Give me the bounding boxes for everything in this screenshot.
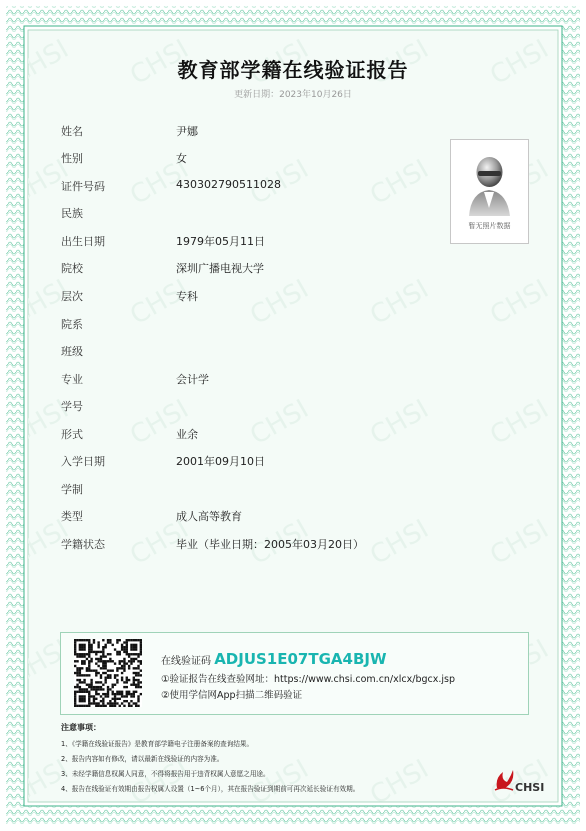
- field-value-gender: 女: [176, 152, 187, 165]
- field-value-study-form: 业余: [176, 428, 198, 441]
- verification-code-label: 在线验证码: [161, 656, 211, 667]
- photo-placeholder: [450, 139, 529, 244]
- field-value-type: 成人高等教育: [176, 510, 242, 523]
- field-label-id-number: 证件号码: [61, 180, 105, 193]
- field-value-birth-date: 1979年05月11日: [176, 235, 265, 248]
- field-label-department: 院系: [61, 318, 83, 331]
- field-label-enrollment-date: 入学日期: [61, 455, 105, 468]
- field-label-study-form: 形式: [61, 428, 83, 441]
- field-label-duration: 学制: [61, 483, 83, 496]
- field-label-student-number: 学号: [61, 400, 83, 413]
- photo-caption: 暂无照片数据: [468, 222, 511, 230]
- report-title: 教育部学籍在线验证报告: [177, 58, 409, 82]
- field-label-class: 班级: [61, 345, 83, 358]
- field-value-status: 毕业（毕业日期：2005年03月20日）: [176, 538, 364, 551]
- verification-code-line: [161, 650, 387, 668]
- field-value-school: 深圳广播电视大学: [176, 262, 264, 275]
- chsi-logo-icon: [493, 768, 515, 792]
- field-label-ethnicity: 民族: [61, 207, 83, 220]
- update-date: 更新日期：2023年10月26日: [234, 90, 352, 100]
- field-label-level: 层次: [61, 290, 83, 303]
- field-value-name: 尹娜: [176, 125, 198, 138]
- verification-app-text: ②使用学信网App扫描二维码验证: [161, 690, 303, 701]
- field-label-status: 学籍状态: [61, 538, 105, 551]
- field-label-gender: 性别: [61, 152, 83, 165]
- chsi-logo-text: CHSI: [515, 781, 545, 794]
- note-item: 4、报告在线验证有效期由报告权属人设置（1~6个月），其在报告验证到期前可再次延长验证有效期。: [61, 785, 360, 793]
- verification-code: ADJUS1E07TGA4BJW: [214, 650, 387, 668]
- field-label-major: 专业: [61, 373, 83, 386]
- field-label-birth-date: 出生日期: [61, 235, 105, 248]
- field-value-major: 会计学: [176, 373, 209, 386]
- person-placeholder-icon: [451, 140, 528, 220]
- field-label-school: 院校: [61, 262, 83, 275]
- field-value-id-number: 430302790511028: [176, 178, 281, 191]
- qr-code-icon[interactable]: [74, 639, 142, 707]
- field-label-name: 姓名: [61, 125, 83, 138]
- field-value-enrollment-date: 2001年09月10日: [176, 455, 265, 468]
- note-item: 3、未经学籍信息权属人同意，不得将报告用于违背权属人意愿之用途。: [61, 770, 270, 778]
- notes-title: 注意事项：: [61, 723, 101, 732]
- field-label-type: 类型: [61, 510, 83, 523]
- verification-url-text: ①验证报告在线查验网址：https://www.chsi.com.cn/xlcx/bgcx.jsp: [161, 674, 455, 685]
- field-value-level: 专科: [176, 290, 198, 303]
- verification-box: [60, 632, 529, 715]
- note-item: 2、报告内容如有修改，请以最新在线验证的内容为准。: [61, 755, 224, 763]
- note-item: 1、《学籍在线验证报告》是教育部学籍电子注册备案的查询结果。: [61, 740, 254, 748]
